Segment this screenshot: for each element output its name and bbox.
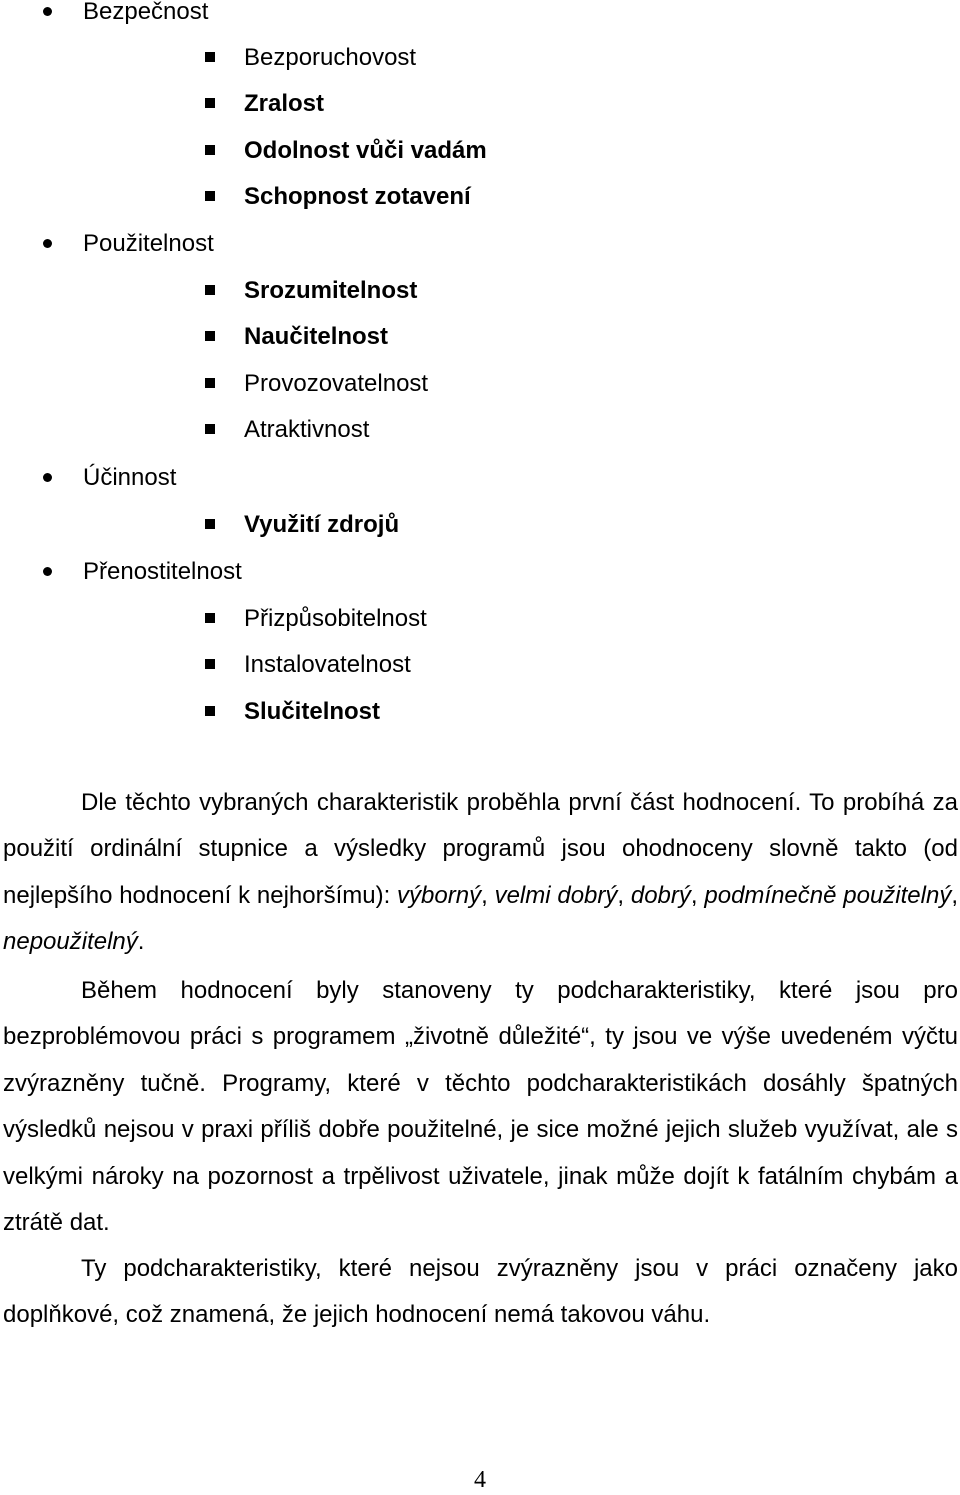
square-bullet-icon [205,98,215,108]
round-bullet-icon [43,239,52,248]
sublist-item-label: Provozovatelnost [244,370,429,397]
separator: , [951,881,958,909]
square-bullet-icon [205,706,215,716]
rating-term: dobrý [630,881,691,909]
paragraph-text: Dle těchto vybraných charakteristik proběhla první část hodnocení. To probíhá za použití ordinální stupnice a výsledky programů jsou ohodnoceny slovně takto (od nejlepšího hodnocení k nejhoršímu): [3,789,958,909]
sublist-item-label: Instalovatelnost [244,651,411,678]
list-item-label: Přenostitelnost [83,558,242,585]
paragraph-rating-scale [3,780,958,966]
sublist-item-label: Odolnost vůči vadám [244,137,487,164]
rating-term: podmínečně použitelný [704,881,952,909]
square-bullet-icon [205,285,215,295]
rating-term: nepoužitelný [3,928,138,956]
round-bullet-icon [43,567,52,576]
sublist-item-label: Slučitelnost [244,698,381,725]
list-item-label: Bezpečnost [83,0,209,25]
square-bullet-icon [205,519,215,529]
square-bullet-icon [205,424,215,434]
separator: , [617,881,631,909]
separator: , [481,881,495,909]
round-bullet-icon [43,473,52,482]
sublist-item-label: Srozumitelnost [244,277,418,304]
separator: , [690,881,705,909]
square-bullet-icon [205,191,215,201]
sublist-item-label: Přizpůsobitelnost [244,605,427,632]
sublist-item-label: Zralost [244,90,325,117]
square-bullet-icon [205,145,215,155]
square-bullet-icon [205,331,215,341]
round-bullet-icon [43,7,52,16]
rating-term: výborný [397,881,482,909]
square-bullet-icon [205,378,215,388]
paragraph-end: . [137,928,145,956]
paragraph-supplementary: Ty podcharakteristiky, které nejsou zvýrazněny jsou v práci označeny jako doplňkové, což znamená, že jejich hodnocení nemá takovou váhu. [3,1255,958,1329]
sublist-item-label: Atraktivnost [244,416,370,443]
paragraph-critical-subcharacteristics: Během hodnocení byly stanoveny ty podcharakteristiky, které jsou pro bezproblémovou práci s programem „životně důležité“, ty jsou ve výše uvedeném výčtu zvýrazněny tučně. Programy, které v těchto podcharakteristikách dosáhly špatných výsledků nejsou v praxi příliš dobře použitelné, je sice možné jejich služeb využívat, ale s velkými nároky na pozornost a trpělivost uživatele, jinak může dojít k fatálním chybám a ztrátě dat. [3,977,958,1237]
sublist-item-label: Bezporuchovost [244,44,417,71]
list-item-label: Účinnost [83,464,177,491]
square-bullet-icon [205,613,215,623]
rating-term: velmi dobrý [494,881,618,909]
list-item-label: Použitelnost [83,230,214,257]
square-bullet-icon [205,52,215,62]
sublist-item-label: Schopnost zotavení [244,183,471,210]
sublist-item-label: Naučitelnost [244,323,389,350]
page-number: 4 [474,1467,486,1493]
square-bullet-icon [205,659,215,669]
sublist-item-label: Využití zdrojů [244,511,400,538]
